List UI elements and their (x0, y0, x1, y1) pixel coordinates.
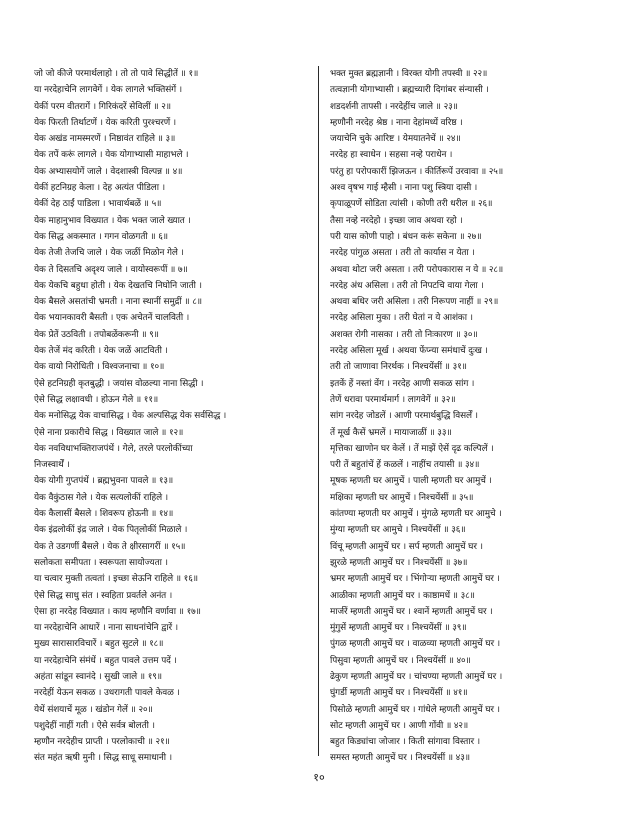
verse-line: येक तेजी तेजचि जाले । येक जळीं मिळोन गेले । (34, 248, 184, 259)
verse-line: पशुदेहीं नाहीं गती । ऐसे सर्वत्र बोलती । (34, 720, 155, 731)
verse-line: अश्व वृषभ गाई म्हैसी । नाना पशु स्त्रिया दासी । (330, 183, 478, 194)
verse-line: ऐसा हा नरदेह विख्यात । काय म्हणौनि वर्णावा ॥ १७॥ (34, 606, 201, 617)
verse-line: भ्रमर म्हणती आमुचें घर । भिंगोर्‍या म्हणती आमुचें घर । (330, 574, 500, 585)
verse-line: मक्षिका म्हणती घर आमुचें । निश्चयेंसीं ॥ ३५॥ (330, 492, 474, 503)
verse-line: अशक्त रोगी नासका । तरी तो निःकारण ॥ ३०॥ (330, 329, 478, 340)
column-divider (318, 66, 319, 756)
verse-line: येक ते उडगणीं बैसले । येक ते क्षीरसागरीं ॥ १५॥ (34, 541, 186, 552)
verse-line: शडदर्शनी तापसी । नरदेहींच जाले ॥ २३॥ (330, 101, 458, 112)
verse-line: म्हणौनी नरदेह श्रेष्ठ । नाना देहांमध्यें वरिष्ठ । (330, 117, 463, 128)
verse-line: मूषक म्हणती घर आमुचें । पाली म्हणती घर आमुचें । (330, 476, 492, 487)
verse-line: परी तें बहुतांचें हें कळलें । नाहींच तयासी ॥ ३४॥ (330, 460, 480, 471)
verse-line: कृपाळूपणें सोडिता त्यांसी । कोणी तरी धरील ॥ २६॥ (330, 199, 493, 210)
verse-line: सोट म्हणती आमुचें घर । आणी गोंवी ॥ ४२॥ (330, 720, 469, 731)
verse-line: येक फिरती तिर्थाटणें । येक करिती पुरश्चरणें । (34, 117, 177, 128)
verse-line: परी यास कोणी पाहो । बंधन करूं सकेना ॥ २७॥ (330, 231, 482, 242)
verse-line: ऐसे हटनिग्रही कृतबुद्धी । जयांस वोळल्या नाना सिद्धी । (34, 378, 204, 389)
verse-line: कांतण्या म्हणती घर आमुचें । मुंगळे म्हणती घर आमुचे । (330, 509, 502, 520)
verse-line: मुंग्या म्हणती घर आमुचे । निश्चयेंसीं ॥ ३६॥ (330, 525, 466, 536)
verse-line: येक सिद्ध अकस्मात । गगन वोळगती ॥ ६॥ (34, 231, 168, 242)
verse-line: येक वैकुंठास गेले । येक सत्यलोकीं राहिले । (34, 492, 169, 503)
verse-line: भक्त मुक्त ब्रह्मज्ञानी । विरक्त योगी तपस्वी ॥ २२॥ (330, 69, 488, 79)
left-verse-column (34, 66, 310, 767)
verse-line: येक प्रेतें उठविती । तपोबळेंकरूनी ॥ ९॥ (34, 329, 159, 340)
verse-line: परंतु हा परोपकारीं झिजऊन । कीर्तिरूपें उरवावा ॥ २५॥ (330, 166, 504, 177)
verse-line: इतकें हें नस्तां वेंग । नरदेह आणी सकळ सांग । (330, 378, 475, 389)
verse-line: तेणें धरावा परमार्थमार्ग । लागवेगें ॥ ३२॥ (330, 394, 456, 405)
verse-line: नरदेहीं येऊन सकळ । उधरागती पावले केवळ । (34, 688, 180, 699)
verse-line: येक नवविधाभक्तिराजपंथें । गेले, तरले परलोकींच्या (34, 443, 193, 454)
verse-line: घुंगर्डी म्हणती आमुचें घर । निश्चयेंसीं ॥ ४१॥ (330, 688, 468, 699)
verse-line: तत्वज्ञानी योगाभ्यासी । ब्रह्मच्यारी दिगांबर संन्यासी । (330, 85, 489, 96)
verse-line: येक इंद्रलोकीं इंद्र जाले । येक पितृलोकीं मिळाले । (34, 525, 188, 536)
verse-line: येक भयानकावरी बैसती । एक अचेतनें चालविती । (34, 313, 190, 324)
verse-line: येकीं हटनिग्रह केला । देह अत्यंत पीडिला । (34, 183, 165, 194)
verse-line: विंचू म्हणती आमुचें घर । सर्प म्हणती आमुचें घर । (330, 541, 483, 552)
verse-line: पिसुवा म्हणती आमुचें घर । निश्चयेंसीं ॥ ४०॥ (330, 655, 471, 666)
verse-line: अथवा थोटा जरी असता । तरी परोपकारास न ये ॥ २८॥ (330, 264, 504, 275)
verse-line: नरदेह असिला मूर्ख । अथवा फेंप्न्या समंधाचें दुःख । (330, 346, 488, 357)
verse-line: येक वायो निरोधिती । विश्वजनाचा ॥ १०॥ (34, 362, 165, 373)
verse-line: आळीका म्हणती आमुचें घर । काष्ठामधें ॥ ३८॥ (330, 590, 475, 601)
verse-line: येथें संशयाचें मूळ । खंडोन गेलें ॥ २०॥ (34, 704, 153, 715)
verse-line: मृत्तिका खाणोन घर केलें । तें माझें ऐसें दृढ कल्पिलें । (330, 443, 494, 454)
verse-line: बहुत किड्यांचा जोजार । किती सांगावा विस्तार । (330, 737, 480, 748)
verse-line: येक बैसले असतांची भ्रमती । नाना स्थानीं समुद्रीं ॥ ८॥ (34, 297, 202, 308)
verse-line: या चत्वार मुक्ती तत्वतां । इच्छा सेऊनि राहिले ॥ १६॥ (34, 574, 198, 585)
verse-line: येक तपें करूं लागले । येक योगाभ्यासी माहाभले । (34, 150, 189, 161)
verse-line: येक कैलासीं बैसले । शिवरूप होऊनी ॥ १४॥ (34, 509, 174, 520)
verse-line: झुरळे म्हणती आमुचें घर । निश्चयेंसीं ॥ ३७॥ (330, 557, 468, 568)
verse-line: नरदेह असिला मुका । तरी घेतां न ये आशंका । (330, 313, 473, 324)
verse-line: नरदेह पांगुळ असता । तरी तो कार्यास न येता । (330, 248, 475, 259)
verse-line: ऐसे सिद्ध साधु संत । स्वहिता प्रवर्तले अनंत । (34, 590, 173, 601)
verse-line: अथवा बधिर जरी असिला । तरी निरूपण नाहीं ॥ २९॥ (330, 297, 499, 308)
verse-line: जो जो कीजे परमार्थलाहो । तो तो पावे सिद्धीतें ॥ १॥ (34, 69, 199, 79)
page-number: १० (313, 771, 325, 784)
verse-line: तें मूर्ख कैसें भ्रमलें । मायाजाळीं ॥ ३३॥ (330, 427, 452, 438)
verse-line: येक अखंड नामस्मरणें । निष्ठावंत राहिले ॥ ३॥ (34, 134, 176, 145)
verse-line: येक माहानुभाव विख्यात । येक भक्त जाले ख्यात । (34, 215, 191, 226)
verse-line: या नरदेहाचेनि आधारें । नाना साधनांचेनि द्वारें । (34, 623, 179, 634)
verse-line: तैसा नव्हे नरदेहो । इच्छा जाव अथवा रहो । (330, 215, 463, 226)
verse-line: येक तेजें मंद करिती । येक जळें आटविती । (34, 346, 168, 357)
verse-line: जयाचेनि चुके आरिष्ट । येमयातनेचें ॥ २४॥ (330, 134, 461, 145)
verse-line: ढेकुण म्हणती आमुचें घर । चांचण्या म्हणती आमुचें घर । (330, 671, 503, 682)
right-verse-column (330, 66, 606, 767)
verse-line: सलोकता समीपता । स्वरूपता सायोज्यता । (34, 557, 168, 568)
verse-line: समस्त म्हणती आमुचें घर । निश्चयेंसीं ॥ ४३॥ (330, 753, 470, 764)
verse-line: येक ते दिसतचि अदृश्य जाले । वायोस्वरूपीं ॥ ७॥ (34, 264, 188, 275)
verse-line: मार्जरें म्हणती आमुचें घर । श्वानें म्हणती आमुचें घर । (330, 606, 493, 617)
verse-line: म्हणौन नरदेहीच प्राप्ती । परलोकाची ॥ २१॥ (34, 737, 170, 748)
verse-line: संत महंत ऋषी मुनी । सिद्ध साधू समाधानी । (34, 753, 172, 764)
verse-line: येक मनोसिद्ध येक वाचासिद्ध । येक अल्पसिद्ध येक सर्वसिद्ध । (34, 411, 227, 422)
verse-line: या नरदेहाचेनि संमंधें । बहुत पावले उत्तम पदें । (34, 655, 177, 666)
verse-line: मुख्य सारासारविचारें । बहुत सुटले ॥ १८॥ (34, 639, 164, 650)
verse-line: सांग नरदेह जोडलें । आणी परमार्थबुद्धि विसर्लें । (330, 411, 478, 422)
verse-line: पिसोळे म्हणती आमुचें घर । गांधेले म्हणती आमुचें घर । (330, 704, 500, 715)
verse-line: नरदेह हा स्वाधेन । सहसा नव्हे पराधेन । (330, 150, 453, 161)
verse-line: ऐसे सिद्ध लक्षावधी । होऊन गेले ॥ ११॥ (34, 394, 159, 405)
verse-line: अहंता सांडून स्वानंदे । सुखी जाले ॥ १९॥ (34, 671, 162, 682)
verse-line: नरदेह अंध असिला । तरी तो निपटचि वाया गेला । (330, 280, 484, 291)
verse-line: येक अभ्यासयोगें जाले । वेदशास्त्री विल्पन्न ॥ ४॥ (34, 166, 183, 177)
verse-line: येक येकचि बहुधा होती । येक देखतचि निघोनि जाती । (34, 280, 202, 291)
verse-line: तरी तो जाणावा निरर्थक । निश्चयेंसीं ॥ ३१॥ (330, 362, 467, 373)
verse-line: मुंगुसें म्हणती आमुचें घर । निश्चयेंसीं ॥ ३९॥ (330, 623, 467, 634)
verse-line: निजस्वार्थें । (34, 460, 70, 471)
verse-line: ऐसे नाना प्रकारीचे सिद्ध । विख्यात जाले ॥ १२॥ (34, 427, 184, 438)
verse-line: येकीं परम वीतरागें । गिरिकंदरें सेविलीं ॥ २॥ (34, 101, 171, 112)
verse-line: पुंगळ म्हणती आमुचें घर । वाळव्या म्हणती आमुचें घर । (330, 639, 500, 650)
verse-line: येक योगी गुप्तपंथें । ब्रह्मभुवना पावले ॥ १३॥ (34, 476, 174, 487)
verse-line: येकीं देह ठाईं पाडिला । भावार्थबळें ॥ ५॥ (34, 199, 162, 210)
verse-line: या नरदेहाचेनि लागवेगें । येक लागले भक्तिसंगें । (34, 85, 183, 96)
